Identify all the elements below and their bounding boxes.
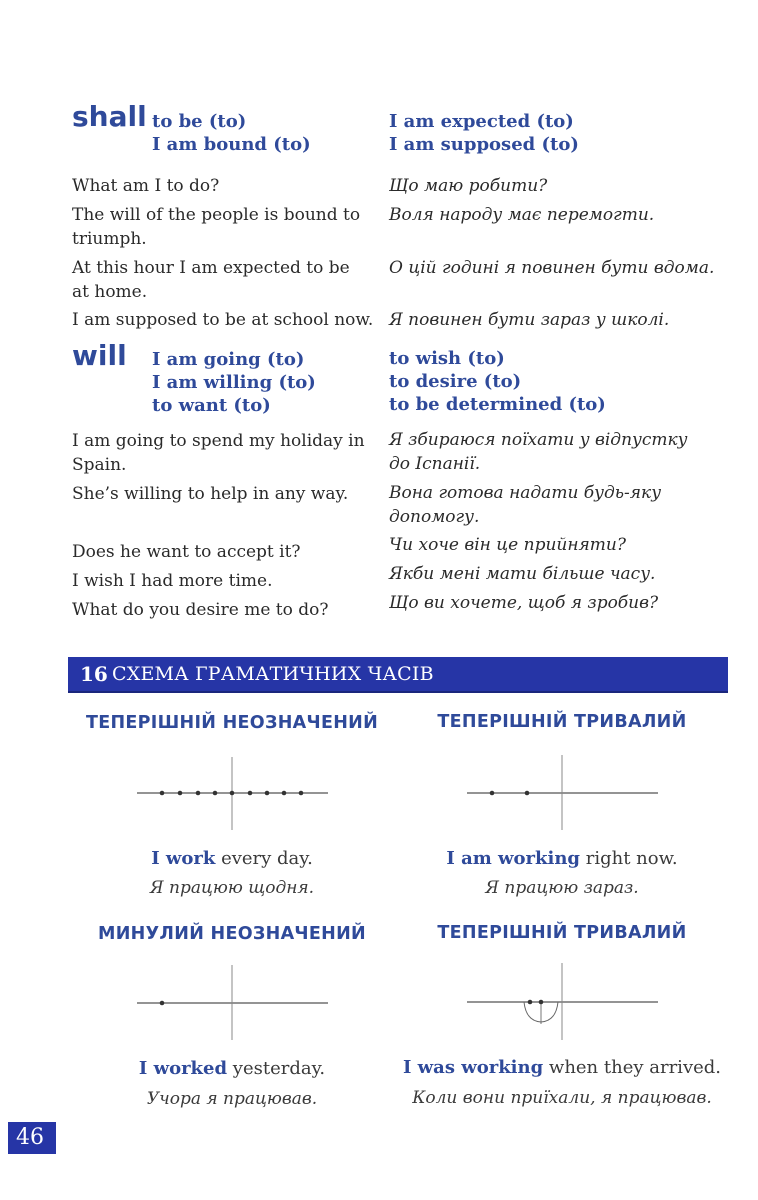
example-en: What am I to do?	[72, 176, 220, 196]
example-uk: Що маю робити?	[389, 176, 548, 196]
tense-translation: Я працюю зараз.	[485, 878, 639, 898]
tense-title: ТЕПЕРІШНІЙ ТРИВАЛИЙ	[437, 712, 687, 732]
will-phrase: I am willing (to)	[152, 372, 316, 393]
example-uk: Я збираюся поїхати у відпустку до Іспанії.	[389, 430, 688, 474]
example-en: She’s willing to help in any way.	[72, 484, 349, 504]
tense-example-verb: I was working	[402, 1057, 544, 1078]
page-number: 46	[16, 1125, 44, 1150]
example-uk: Якби мені мати більше часу.	[389, 564, 656, 584]
example-uk: О цій годині я повинен бути вдома.	[389, 258, 715, 278]
tense-example-verb: I am working	[446, 848, 581, 869]
tense-example	[392, 1057, 732, 1078]
shall-synonym: I am supposed (to)	[389, 134, 579, 155]
modal-will-heading: will	[72, 339, 127, 372]
tense-example-rest: yesterday.	[227, 1058, 326, 1079]
modal-shall-heading: shall	[72, 100, 147, 133]
tense-example-rest: right now.	[580, 848, 678, 869]
example-en: Does he want to accept it?	[72, 542, 301, 562]
tense-translation: Учора я працював.	[146, 1089, 318, 1109]
example-uk: Воля народу має перемогти.	[389, 205, 655, 225]
will-phrase: I am going (to)	[152, 349, 305, 370]
will-synonym: to desire (to)	[389, 371, 522, 392]
shall-phrase: to be (to)	[152, 111, 247, 132]
tense-example-verb: I work	[151, 848, 216, 869]
example-uk: Вона готова надати будь-яку допомогу.	[389, 483, 662, 527]
tense-title: ТЕПЕРІШНІЙ ТРИВАЛИЙ	[437, 923, 687, 943]
example-en: The will of the people is bound to triumph.	[72, 205, 361, 249]
section-number: 16	[80, 662, 108, 686]
tense-title: ТЕПЕРІШНІЙ НЕОЗНАЧЕНИЙ	[85, 713, 379, 733]
example-uk: Я повинен бути зараз у школі.	[389, 310, 670, 330]
tense-example-rest: when they arrived.	[543, 1057, 722, 1078]
shall-synonym: I am expected (to)	[389, 111, 574, 132]
section-title: СХЕМА ГРАМАТИЧНИХ ЧАСІВ	[112, 663, 434, 685]
tense-example-verb: I worked	[138, 1058, 228, 1079]
example-en: At this hour I am expected to be at home.	[72, 258, 350, 302]
will-synonym: to wish (to)	[389, 348, 505, 369]
example-uk: Чи хоче він це прийняти?	[389, 535, 626, 555]
shall-phrase: I am bound (to)	[152, 134, 311, 155]
will-phrase: to want (to)	[152, 395, 271, 416]
example-en: I wish I had more time.	[72, 571, 273, 591]
example-uk: Що ви хочете, щоб я зробив?	[389, 593, 659, 613]
example-en: What do you desire me to do?	[72, 600, 329, 620]
will-synonym: to be determined (to)	[389, 394, 606, 415]
tense-translation: Коли вони приїхали, я працював.	[412, 1088, 712, 1108]
example-en: I am going to spend my holiday in Spain.	[72, 431, 365, 475]
example-en: I am supposed to be at school now.	[72, 310, 374, 330]
tense-title: МИНУЛИЙ НЕОЗНАЧЕНИЙ	[98, 924, 366, 944]
tense-translation: Я працюю щодня.	[149, 878, 315, 898]
tense-example-rest: every day.	[215, 848, 313, 869]
page-number-badge	[8, 1122, 56, 1154]
